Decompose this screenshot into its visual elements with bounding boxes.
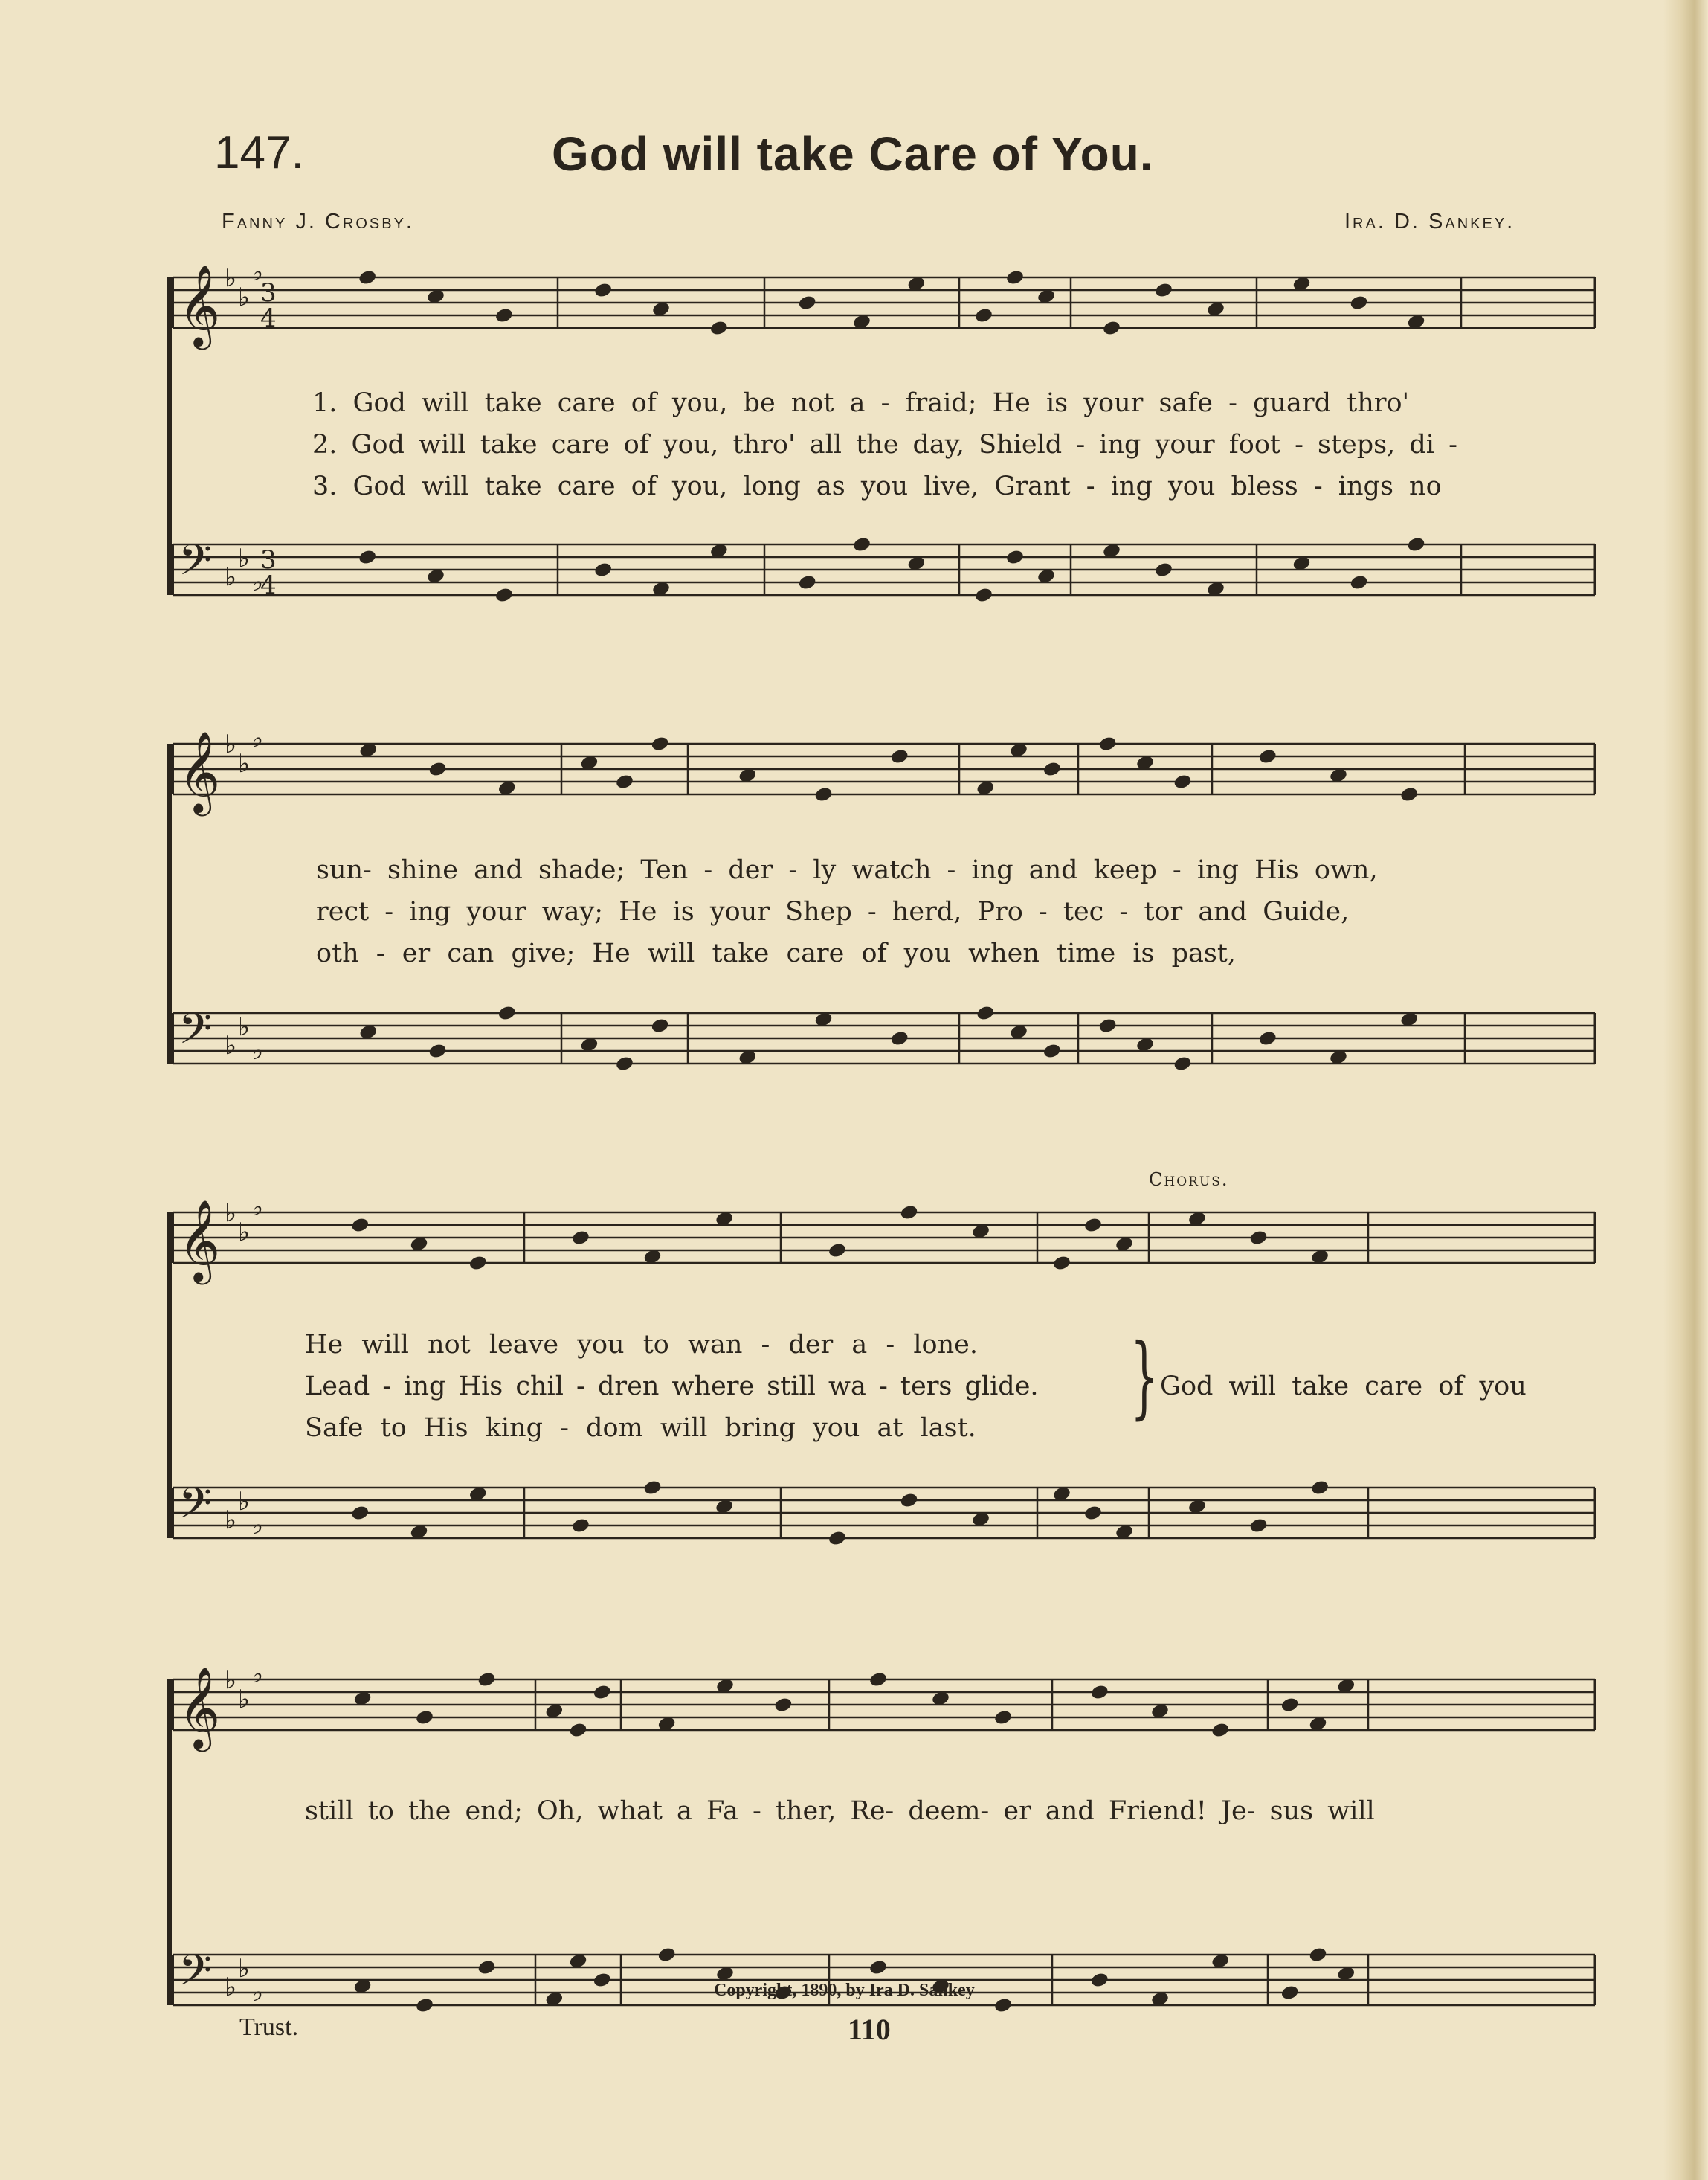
svg-text:♭: ♭ bbox=[238, 1487, 251, 1517]
svg-text:♭: ♭ bbox=[225, 1972, 237, 2002]
svg-text:♭: ♭ bbox=[251, 1659, 264, 1689]
chorus-label: Chorus. bbox=[1149, 1169, 1229, 1190]
page-number: 110 bbox=[848, 2013, 891, 2046]
svg-text:♭: ♭ bbox=[225, 1031, 237, 1061]
svg-text:♭: ♭ bbox=[251, 1036, 264, 1066]
svg-text:𝄞: 𝄞 bbox=[178, 265, 221, 347]
svg-text:♭: ♭ bbox=[225, 1505, 237, 1535]
tune-name: Trust. bbox=[239, 2013, 299, 2041]
system-3-lyric-verse-2: Lead - ing His chil - dren where still wa - ters glide. bbox=[305, 1372, 1039, 1401]
system-1-lyric-verse-3: 3. God will take care of you, long as you live, Grant - ing you bless - ings no bbox=[312, 472, 1442, 501]
svg-text:𝄢: 𝄢 bbox=[178, 535, 213, 596]
hymn-number: 147. bbox=[214, 127, 304, 179]
svg-text:♭: ♭ bbox=[238, 1685, 251, 1714]
hymn-title: God will take Care of You. bbox=[552, 127, 1154, 181]
svg-text:♭: ♭ bbox=[225, 1198, 237, 1228]
svg-text:♭: ♭ bbox=[238, 283, 251, 312]
system-1-lyric-verse-2: 2. God will take care of you, thro' all the day, Shield - ing your foot - steps, di - bbox=[312, 430, 1457, 460]
svg-text:𝄢: 𝄢 bbox=[178, 1003, 213, 1064]
svg-text:𝄢: 𝄢 bbox=[178, 1945, 213, 2006]
svg-text:♭: ♭ bbox=[238, 749, 251, 779]
svg-text:𝄢: 𝄢 bbox=[178, 1478, 213, 1539]
composer-credit: Ira. D. Sankey. bbox=[1344, 210, 1515, 234]
svg-text:3: 3 bbox=[260, 278, 277, 308]
system-2-lyric-verse-1: sun- shine and shade; Ten - der - ly watch - ing and keep - ing His own, bbox=[316, 855, 1378, 885]
svg-text:4: 4 bbox=[260, 570, 277, 600]
author-credit: Fanny J. Crosby. bbox=[222, 210, 414, 234]
svg-text:♭: ♭ bbox=[251, 257, 264, 287]
refrain-lyric: God will take care of you bbox=[1160, 1372, 1527, 1401]
system-2-lyric-verse-2: rect - ing your way; He is your Shep - herd, Pro - tec - tor and Guide, bbox=[316, 897, 1350, 927]
svg-text:4: 4 bbox=[260, 303, 277, 333]
svg-text:♭: ♭ bbox=[251, 1978, 264, 2007]
svg-text:♭: ♭ bbox=[225, 562, 237, 592]
svg-text:♭: ♭ bbox=[251, 567, 264, 597]
svg-text:3: 3 bbox=[260, 545, 277, 575]
copyright-notice: Copyright, 1890, by Ira D. Sankey bbox=[714, 1981, 975, 2000]
svg-text:♭: ♭ bbox=[251, 1192, 264, 1222]
system-3-lyric-verse-3: Safe to His king - dom will bring you at last. bbox=[305, 1413, 976, 1443]
svg-text:𝄞: 𝄞 bbox=[178, 731, 221, 813]
system-3-lyric-verse-1: He will not leave you to wan - der a - lone. bbox=[305, 1330, 978, 1360]
svg-text:♭: ♭ bbox=[251, 724, 264, 753]
svg-text:𝄞: 𝄞 bbox=[178, 1667, 221, 1749]
system-1-lyric-verse-1: 1. God will take care of you, be not a - fraid; He is your safe - guard thro' bbox=[312, 388, 1410, 418]
svg-text:♭: ♭ bbox=[238, 1012, 251, 1042]
svg-text:♭: ♭ bbox=[225, 1665, 237, 1695]
svg-text:𝄞: 𝄞 bbox=[178, 1200, 221, 1282]
svg-text:♭: ♭ bbox=[225, 263, 237, 293]
system-2-lyric-verse-3: oth - er can give; He will take care of you when time is past, bbox=[316, 939, 1237, 968]
svg-text:♭: ♭ bbox=[251, 1511, 264, 1540]
svg-text:♭: ♭ bbox=[238, 1954, 251, 1984]
verse-brace: } bbox=[1130, 1325, 1159, 1429]
svg-text:♭: ♭ bbox=[225, 730, 237, 759]
svg-text:♭: ♭ bbox=[238, 544, 251, 573]
svg-text:♭: ♭ bbox=[238, 1218, 251, 1247]
system-4-lyric: still to the end; Oh, what a Fa - ther, Re- deem- er and Friend! Je- sus will bbox=[305, 1796, 1375, 1826]
